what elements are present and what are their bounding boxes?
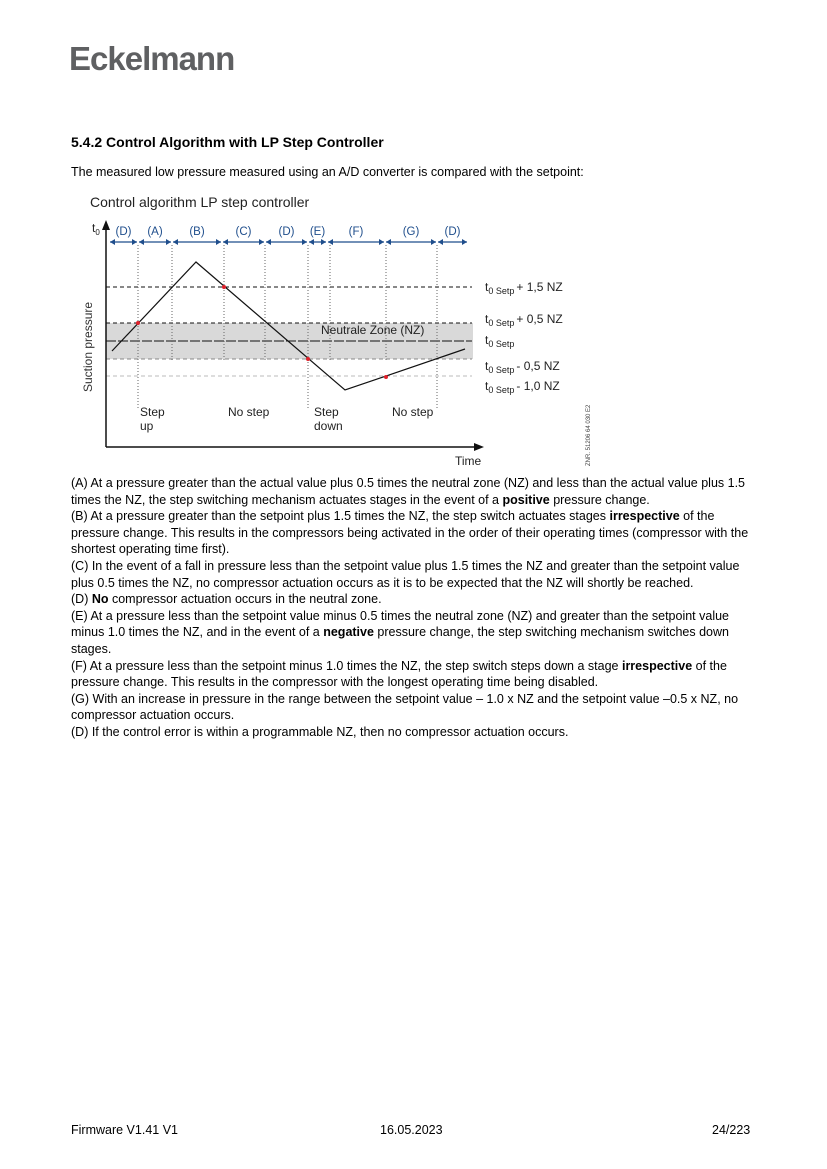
arrow-left-icon [266,239,271,245]
text-run: (A) At a pressure greater than the actual value plus 0.5 times the neutral zone (NZ) and less than the actual value plus 1.5 times the NZ, the step switching mechanism actuates stages in the event of a [71,476,745,507]
arrow-left-icon [386,239,391,245]
zone-label: (B) [189,226,205,238]
text-run: (E) At a pressure less than the setpoint value minus 0.5 times the neutral zone (NZ) and greater than the setpoint value minus 1.0 times the NZ, and in the event of a [71,608,730,640]
zone-label: (D) [444,226,461,238]
action-label [392,405,434,419]
paragraph [71,475,761,508]
neutral-zone-label: Neutrale Zone (NZ) [321,323,425,337]
arrow-left-icon [328,239,333,245]
zone-label: (D) [115,226,132,238]
arrow-left-icon [110,239,115,245]
zone-span [173,226,221,245]
level-label: $t_{0 Setp} + 0,5$ NZ [485,312,563,328]
intro-text: The measured low pressure measured using an A/D converter is compared with the setpoint: [71,165,584,179]
svg-text:down: down [314,419,343,433]
level-label: $t_{0 Setp} + 1,5$ NZ [485,280,563,296]
zone-span [266,226,307,245]
footer-firmware: Firmware V1.41 V1 [71,1123,178,1137]
emphasis: positive [502,492,550,507]
zone-span [223,226,264,245]
zone-label: (A) [147,226,163,238]
svg-text:Step: Step [314,405,339,419]
paragraph [71,591,761,608]
arrow-right-icon [132,239,137,245]
x-axis-title: Time [455,454,482,468]
level-label: $t_{0 Setp} - 0,5$ NZ [485,359,560,375]
text-run: (C) In the event of a fall in pressure less than the setpoint value plus 1.5 times the NZ and greater than the setpoint value plus 0.5 times the NZ, no compressor actuation occurs as it is to be expected that the NZ will shortly be reached. [71,558,740,590]
y-axis-arrow-icon [102,220,110,230]
text-run: pressure change, the step switching mechanism switches down stages. [71,625,729,656]
paragraph [71,608,761,658]
arrow-right-icon [166,239,171,245]
switch-point-marker [306,357,310,361]
eckelmann-logo: Eckelmann [69,40,235,77]
control-algorithm-diagram [0,0,827,480]
zone-label: (F) [348,226,364,238]
text-run: compressor actuation occurs in the neutral zone. [108,592,382,607]
emphasis: negative [323,625,374,640]
arrow-right-icon [431,239,436,245]
action-label [228,405,270,419]
footer-date: 16.05.2023 [380,1123,443,1137]
arrow-right-icon [379,239,384,245]
diagram-title: Control algorithm LP step controller [90,194,310,210]
text-run: (G) With an increase in pressure in the range between the setpoint value – 1.0 x NZ and the setpoint value –0.5 x NZ, no compressor actuation occurs. [71,691,739,723]
svg-text:up: up [140,419,154,433]
paragraph [71,724,761,741]
text-run: (B) At a pressure greater than the setpoint plus 1.5 times the NZ, the step switch actuates stages [71,509,610,524]
text-run: of the pressure change. This results in the compressors being activated in the order of their operating times (compressor with the shortest operating time first). [71,509,749,557]
arrow-left-icon [223,239,228,245]
zone-label: (D) [278,226,295,238]
arrow-right-icon [216,239,221,245]
paragraph [71,658,761,691]
footer-page-number: 24/223 [712,1123,751,1137]
svg-text:Step: Step [140,405,165,419]
zone-label: (C) [235,226,252,238]
zone-label: (E) [309,226,326,238]
arrow-left-icon [173,239,178,245]
paragraph [71,508,761,558]
switch-point-marker [136,321,140,325]
switch-point-marker [222,285,226,289]
level-label: $t_{0 Setp} - 1,0$ NZ [485,379,560,395]
arrow-right-icon [302,239,307,245]
description-text [71,475,761,741]
svg-text:No step: No step [228,405,270,419]
text-run: (D) If the control error is within a programmable NZ, then no compressor actuation occurs. [71,724,569,739]
y-axis-label: $t_0$ [92,221,100,237]
arrow-left-icon [139,239,144,245]
zone-span [386,226,436,245]
paragraph [71,691,761,724]
paragraph [71,558,761,591]
zone-label: (G) [402,226,420,238]
zone-span [438,226,467,245]
arrow-left-icon [438,239,443,245]
text-run: pressure change. [549,492,650,507]
y-axis-title: Suction pressure [81,301,95,392]
action-label [314,405,343,433]
action-label [140,405,165,433]
zone-span [139,226,171,245]
zone-span [110,226,137,245]
svg-text:No step: No step [392,405,434,419]
arrow-right-icon [462,239,467,245]
emphasis: irrespective [609,509,680,524]
text-run: (D) [71,592,92,607]
arrow-right-icon [259,239,264,245]
zone-span [328,226,384,245]
section-heading: 5.4.2 Control Algorithm with LP Step Controller [71,134,384,150]
emphasis: irrespective [621,658,693,673]
reference-number: ZNR. 51206 64 030 E2 [586,404,592,466]
switch-point-marker [384,375,388,379]
zone-span [309,226,326,245]
text-run: (F) At a pressure less than the setpoint minus 1.0 times the NZ, the step switch steps down a stage [71,658,622,673]
emphasis: No [91,592,109,607]
x-axis-arrow-icon [474,443,484,451]
level-label: $t_{0 Setp}$ [485,333,515,349]
arrow-left-icon [309,239,314,245]
arrow-right-icon [321,239,326,245]
text-run: of the pressure change. This results in the compressor with the longest operating time being disabled. [71,658,727,690]
